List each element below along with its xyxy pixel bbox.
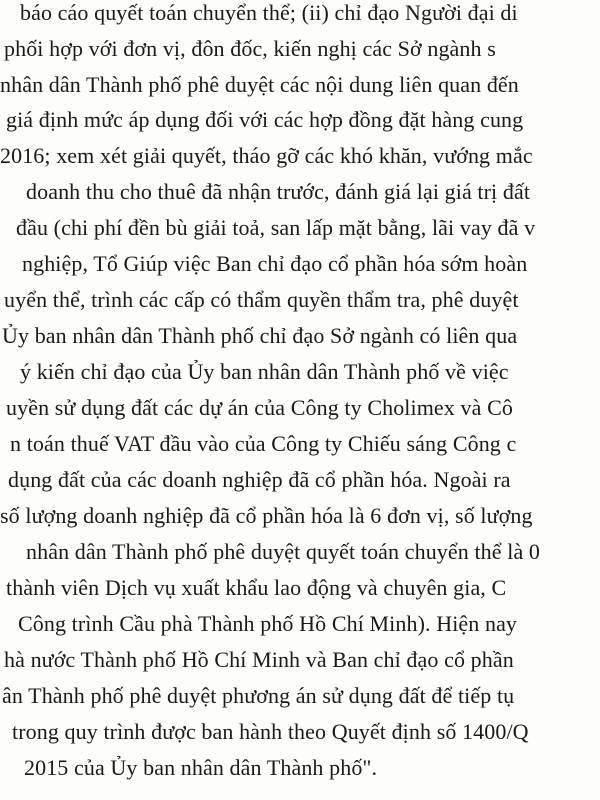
- text-line: hà nước Thành phố Hồ Chí Minh và Ban chỉ đạo cổ phần: [4, 647, 514, 672]
- text-line: doanh thu cho thuê đã nhận trước, đánh giá lại giá trị đất: [26, 179, 531, 204]
- text-line: số lượng doanh nghiệp đã cổ phần hóa là 6 đơn vị, số lượng: [0, 503, 533, 528]
- text-line: ân Thành phố phê duyệt phương án sử dụng đất để tiếp tụ: [2, 683, 515, 708]
- text-line: nghiệp, Tổ Giúp việc Ban chỉ đạo cổ phần hóa sớm hoàn: [22, 251, 528, 276]
- text-line: báo cáo quyết toán chuyển thể; (ii) chỉ đạo Người đại di: [20, 0, 518, 25]
- text-line: dụng đất của các doanh nghiệp đã cổ phần hóa. Ngoài ra: [8, 467, 511, 492]
- text-line: giá định mức áp dụng đối với các hợp đồng đặt hàng cung: [6, 107, 524, 132]
- text-line: nhân dân Thành phố phê duyệt quyết toán chuyển thể là 0: [26, 539, 541, 564]
- text-line: nhân dân Thành phố phê duyệt các nội dung liên quan đến: [0, 72, 519, 97]
- text-line: thành viên Dịch vụ xuất khẩu lao động và chuyên gia, C: [6, 575, 507, 600]
- text-line: đầu (chi phí đền bù giải toả, san lấp mặt bằng, lãi vay đã v: [16, 215, 536, 240]
- text-line: uyền sử dụng đất các dự án của Công ty Cholimex và Cô: [6, 395, 513, 420]
- text-line: 2015 của Ủy ban nhân dân Thành phố".: [24, 755, 378, 780]
- text-line: trong quy trình được ban hành theo Quyết định số 1400/Q: [12, 719, 529, 744]
- text-line: 2016; xem xét giải quyết, tháo gỡ các khó khăn, vướng mắc: [0, 143, 533, 168]
- text-line: phối hợp với đơn vị, đôn đốc, kiến nghị các Sở ngành s: [4, 36, 496, 61]
- text-line: ý kiến chỉ đạo của Ủy ban nhân dân Thành phố về việc: [20, 359, 509, 384]
- text-line: Công trình Cầu phà Thành phố Hồ Chí Minh). Hiện nay: [18, 611, 518, 636]
- text-line: uyển thể, trình các cấp có thẩm quyền thẩm tra, phê duyệt: [4, 287, 519, 312]
- text-line: Ủy ban nhân dân Thành phố chỉ đạo Sở ngành có liên qua: [2, 323, 518, 348]
- text-line: n toán thuế VAT đầu vào của Công ty Chiếu sáng Công c: [10, 431, 517, 456]
